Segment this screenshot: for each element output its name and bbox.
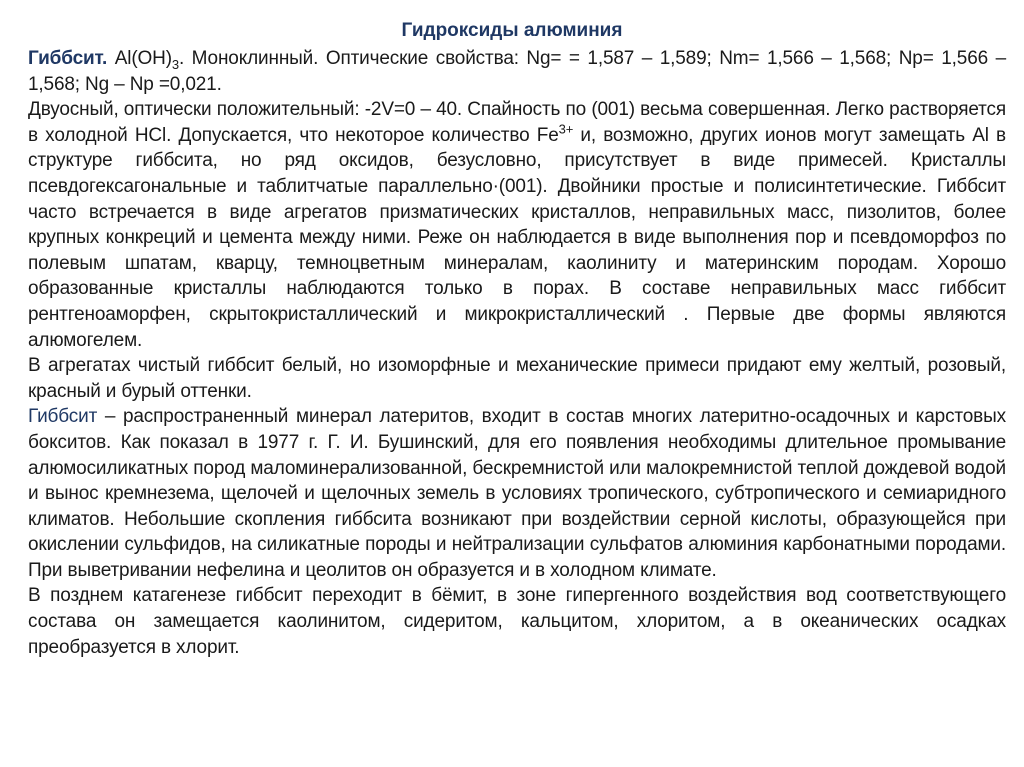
optical-properties-text: . Моноклинный. Оптические свойства: Ng= = 1,587 – 1,589; Nm= 1,566 – 1,568; Np= 1,566 – 1,568; Ng – Np =0,021. bbox=[28, 48, 1006, 95]
paragraph-color: В агрегатах чистый гиббсит белый, но изоморфные и механические примеси придают ему желтый, розовый, красный и бурый оттенки. bbox=[28, 355, 1006, 402]
term-gibbsite-heading: Гиббсит. bbox=[28, 48, 108, 69]
paragraph-catagenesis: В позднем катагенезе гиббсит переходит в бёмит, в зоне гипергенного воздействия вод соответствующего состава он замещается каолинитом, сидеритом, кальцитом, хлоритом, а в океанических осадках преобразуется в хлорит. bbox=[28, 585, 1006, 658]
term-gibbsite: Гиббсит bbox=[28, 406, 98, 428]
paragraph-properties bbox=[28, 97, 1006, 353]
formula-subscript: 3 bbox=[171, 56, 179, 72]
paragraph-occurrence bbox=[28, 404, 1006, 583]
properties-text-part2: и, возможно, других ионов могут замещать Al в структуре гиббсита, но ряд оксидов, безусловно, присутствует в виде примесей. Кристаллы псевдогексагональные и таблитчатые параллельно·(001). Двойники простые и полисинтетические. Гиббсит часто встречается в виде агрегатов призматических кристаллов, неправильных масс, пизолитов, более крупных конкреций и цемента между ними. Реже он наблюдается в виде выполнения пор и псевдоморфоз по полевым шпатам, кварцу, темноцветным минералам, каолиниту и материнским породам. Хорошо образованные кристаллы наблюдаются только в порах. В составе неправильных масс гиббсит рентгеноаморфен, скрытокристаллический и микрокристаллический . Первые две формы являются алюмогелем. bbox=[28, 124, 1006, 351]
properties-text-part1: Двуосный, оптически положительный: -2V=0 – 40. Спайность по (001) весьма совершенная. Легко растворяется в холодной HCl. Допускается, что некоторое количество Fe bbox=[28, 99, 1006, 146]
paragraph-gibbsite-formula bbox=[28, 46, 1006, 97]
iron-charge-superscript: 3+ bbox=[558, 121, 574, 137]
slide-title: Гидроксиды алюминия bbox=[401, 20, 623, 41]
occurrence-text: – распространенный минерал латеритов, входит в состав многих латеритно-осадочных и карстовых бокситов. Как показал в 1977 г. Г. И. Бушинский, для его появления необходимы длительное промывание алюмосиликатных пород маломинерализованной, бескремнистой или малокремнистой теплой дождевой водой и вынос кремнезема, щелочей и щелочных земель в условиях тропического, субтропического и семиаридного климатов. Небольшие скопления гиббсита возникают при воздействии серной кислоты, образующейся при окислении сульфидов, на силикатные породы и нейтрализации сульфатов алюминия карбонатными породами. При выветривании нефелина и цеолитов он образуется и в холодном климате. bbox=[28, 406, 1006, 581]
slide-body bbox=[28, 46, 1006, 660]
formula-text: Al(OH) bbox=[107, 48, 172, 69]
